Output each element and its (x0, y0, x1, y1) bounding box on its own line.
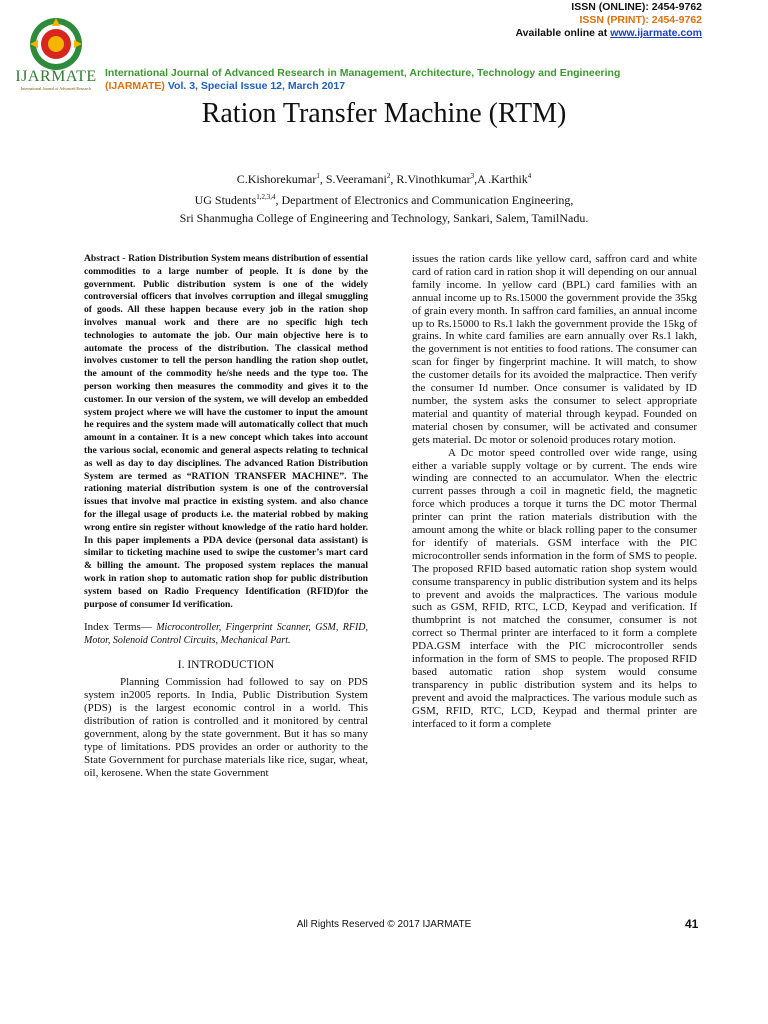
college: Sri Shanmugha College of Engineering and Technology, Sankari, Salem, TamilNadu. (179, 211, 589, 225)
index-terms-keywords: Microcontroller, Fingerprint Scanner, GSM, RFID, Motor, Solenoid Control Circuits, Mechanical Part. (84, 622, 368, 647)
section-heading: I. INTRODUCTION (177, 659, 275, 672)
author-block (0, 167, 768, 227)
right-column (412, 253, 697, 731)
logo-tagline: International Journal of Advanced Research (20, 86, 92, 91)
volume-info: Vol. 3, Special Issue 12, March 2017 (167, 80, 346, 92)
website-link[interactable]: www.ijarmate.com (610, 27, 702, 39)
right-paragraph-1: issues the ration cards like yellow card, saffron card and white card of ration card in ration shop it will depending on our annual family income. In yellow card (BPL) card families with an annual income up to Rs.15000 the government provide the 35kg of grain every month. In saffron card families, an annual income up to Rs.15000 to Rs.1 lakh the government provide the 15kg of grains. In white card families are earn annually over Rs.1 lakh, the government is not entities to food rations. The consumer can scan for finger by fingerprint machine. It will match, to show the customer details for its avoided the malpractice. Then verify the consumer Id number. Once consumer is validated by ID number, the system asks the consumer to select appropriate material and quantity of material through keypad. Founded on material chosen by consumer, will be activated and consumer gets material. Dc motor or solenoid produces rotary motion. (412, 253, 697, 446)
paper-title: Ration Transfer Machine (RTM) (201, 98, 567, 129)
abstract: Abstract - Ration Distribution System means distribution of essential commodities to a large number of people. It is done by the government. Public distribution system is one of the widely controversial officers that involves corruption and illegal smuggling of goods. All these happen because every job in the ration shop involves manual work and there are no specific high tech technologies to automate the job. Our main objective here is to automate the process of the distribution. The classical method involves customer to tell the person handling the ration shop outlet, the amount of the commodity he/she needs and the type too. The person working then measures the commodity and gives it to the customer. In our version of the system, we will develop an embedded system project where we will have the customer to input the amount he requires and the system made will automatically collect that much amount in a container. It is a new concept which takes into account the various social, economic and general aspects relating to technical as well as day to day disciplines. The advanced Ration Distribution System are termed as “RATION TRANSFER MACHINE”. The rationing material distribution system is one of the controversial issues that involve mal practice in existing system. and also chance for the illegal usage of products i.e. the material robbed by making wrong entire sin register without knowledge of the ratio hard holder. In this paper implements a PDA device (personal data assistant) is similar to ticketing machine used to swipe the customer’s mart card & billing the amount. The proposed system replaces the manual work in ration shop to automatic ration shop for public distribution system based on Radio Frequency Identification (RFID)for the purpose of consumer Id verification. (84, 253, 368, 610)
issn-block (515, 1, 702, 40)
page-number: 41 (685, 917, 699, 931)
available-prefix: Available online at (515, 27, 611, 39)
footer-rights: All Rights Reserved © 2017 IJARMATE (296, 919, 472, 930)
index-terms (84, 621, 368, 647)
index-terms-label: Index Terms— (84, 621, 152, 634)
intro-paragraph: Planning Commission had followed to say on PDS system in2005 reports. In India, Public Distribution System (PDS) is the largest economic control in a world. This distribution of ration is controlled and it monitored by central government, along by the state government. But it has so many type of limitations. PDS provides an order or authority to the State Government for purchase materials like rice, sugar, wheat, oil, kerosene. When the state Government (84, 676, 368, 779)
journal-abbrev: (IJARMATE) (105, 80, 165, 92)
available-online (515, 27, 702, 40)
left-column (84, 253, 368, 779)
affiliation: UG Students$^{1,2,3,4}$, Department of Electronics and Communication Engineering, (194, 193, 574, 207)
logo-text: IJARMATE (15, 68, 97, 85)
journal-name: International Journal of Advanced Research in Management, Architecture, Technology and Engineering (105, 67, 621, 79)
author-list: C.Kishorekumar$^1$, S.Veeramani$^2$, R.Vinothkumar$^3$,A .Karthik$^4$ (236, 172, 532, 186)
issn-print: ISSN (PRINT): 2454-9762 (579, 14, 702, 26)
right-paragraph-2: A Dc motor speed controlled over wide range, using either a variable supply voltage or by current. The ends wire winding are connected to an accumulator. When the electric current passes through a coil in magnetic field, the magnetic force which produces a torque it turns the DC motor Thermal printer can print the ration materials distribution with the amount among the white or black rolling paper to the consumer for identify of materials. GSM interface with the PIC microcontroller sends information in the form of SMS to people. The proposed RFID based automatic ration shop system would consume transparency in public distribution system and its helps to prevent and avoids the malpractices. The various module such as GSM, RFID, RTC, LCD, Keypad and verification. If thumbprint is not matched the consumer, consumer is not correct so Thermal printer are interfaced to it form a complete PDA.GSM interface with the PIC microcontroller sends information in the form of SMS to people. The proposed RFID based automatic ration shop system would consume transparency in public distribution system and its helps to prevent and avoid the malpractices. The various module such as GSM, RFID, RTC, LCD, Keypad and thermal printer are interfaced to it form a complete (412, 446, 697, 730)
issn-online: ISSN (ONLINE): 2454-9762 (571, 1, 702, 13)
volume-line (105, 80, 345, 92)
